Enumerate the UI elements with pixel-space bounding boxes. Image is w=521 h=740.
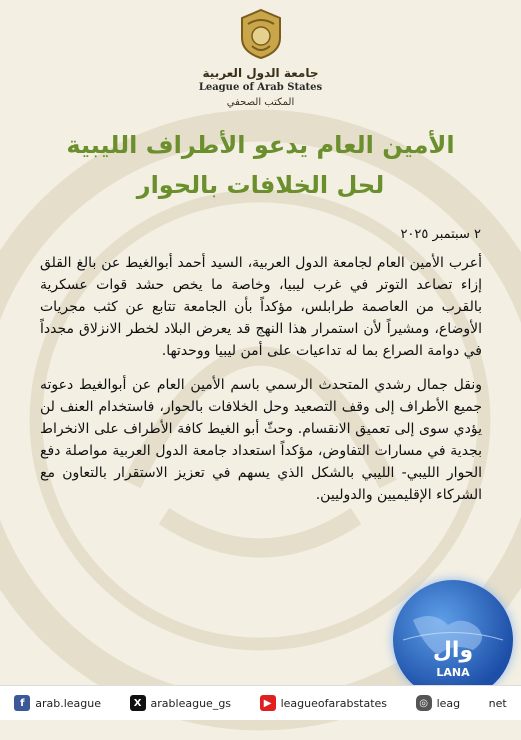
x-icon: X	[130, 695, 146, 711]
instagram-icon: ◎	[416, 695, 432, 711]
x-handle: arableague_gs	[150, 696, 232, 710]
x-link[interactable]	[130, 695, 232, 711]
headline	[20, 125, 501, 205]
headline-line-2: لحل الخلافات بالحوار	[136, 171, 385, 199]
youtube-icon: ▶	[260, 695, 276, 711]
lana-badge	[393, 580, 513, 700]
facebook-handle: arab.league	[35, 696, 102, 710]
paragraph: أعرب الأمين العام لجامعة الدول العربية، السيد أحمد أبوالغيط عن بالغ القلق إزاء تصاعد التوتر في غرب ليبيا، وخاصة ما يخص حشد قوات عسكرية بالقرب من العاصمة طرابلس، مؤكداً بأن الجامعة تتابع عن كثب مجريات الأوضاع، ومشيراً لأن استمرار هذا النهج قد يعرض البلاد لخطر الانزلاق مجدداً في دوامة الصراع بما له تداعيات على أمن ليبيا ووحدتها.	[40, 255, 482, 359]
facebook-icon: f	[14, 695, 30, 711]
document-header	[0, 0, 521, 120]
organization-name-arabic: جامعة الدول العربية	[202, 66, 319, 80]
article-body	[40, 252, 482, 518]
headline-line-1: الأمين العام يدعو الأطراف الليبية	[66, 131, 455, 159]
instagram-link[interactable]	[416, 695, 461, 711]
league-logo-icon	[238, 8, 284, 60]
press-office-label: المكتب الصحفي	[226, 97, 295, 108]
facebook-link[interactable]	[14, 695, 101, 711]
youtube-handle: leagueofarabstates	[280, 696, 388, 710]
instagram-handle: leag	[436, 696, 461, 710]
organization-name-english: League of Arab States	[198, 82, 323, 93]
youtube-link[interactable]	[260, 695, 387, 711]
badge-arabic-text: وال	[432, 638, 474, 663]
social-footer	[0, 685, 521, 720]
website-suffix: net	[488, 696, 507, 710]
publication-date: ٢ سبتمبر ٢٠٢٥	[400, 227, 481, 242]
website-link[interactable]	[489, 697, 507, 710]
badge-english-text: LANA	[436, 666, 470, 679]
paragraph: ونقل جمال رشدي المتحدث الرسمي باسم الأمين العام عن أبوالغيط دعوته جميع الأطراف إلى وقف التصعيد وحل الخلافات بالحوار، فاستخدام العنف لن يؤدي سوى إلى تعميق الانقسام. وحثّ أبو الغيط كافة الأطراف على الانخراط بجدية في مسارات التفاوض، مؤكداً استعداد جامعة الدول العربية مواصلة دفع الحوار الليبي- الليبي بالشكل الذي يسهم في تعزيز الاستقرار بالتعاون مع الشركاء الإقليميين والدوليين.	[40, 377, 482, 503]
